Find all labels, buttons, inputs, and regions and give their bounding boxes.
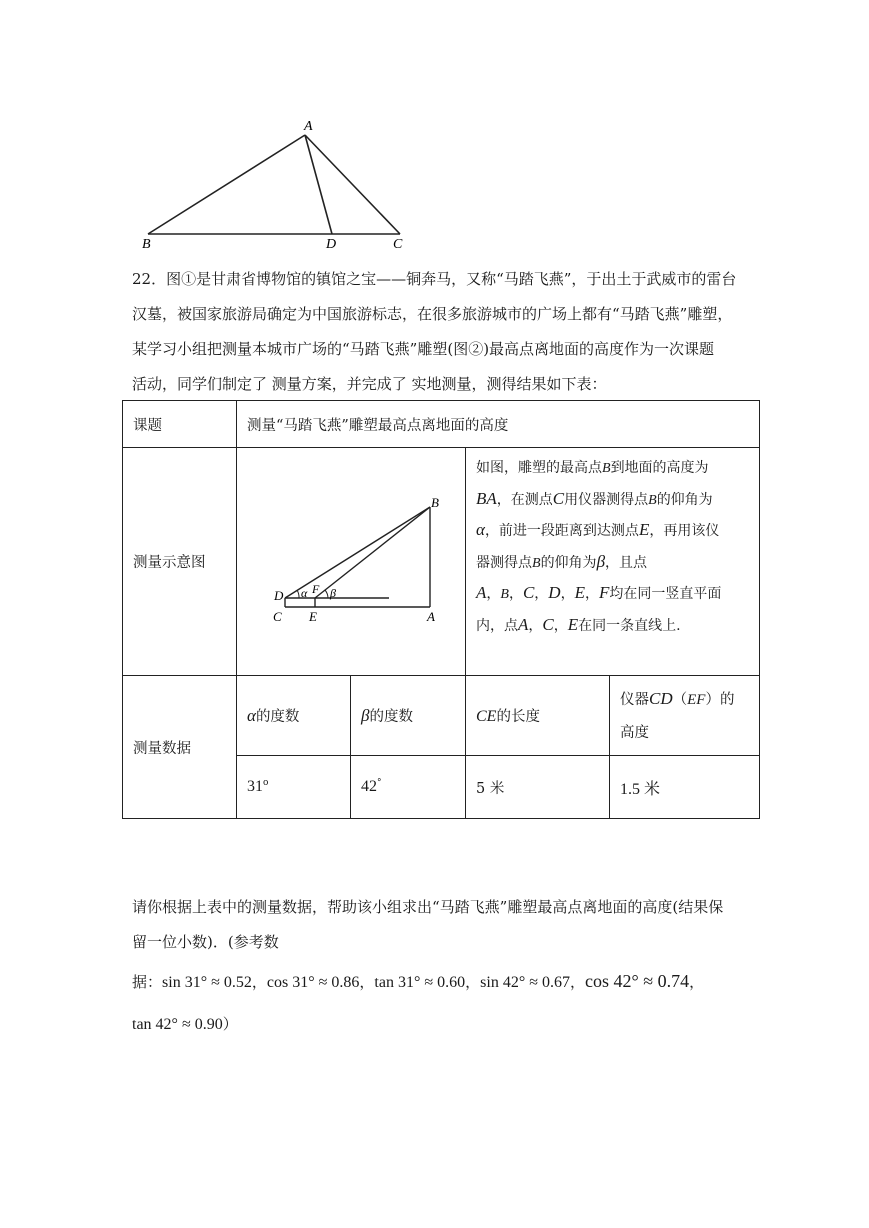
table-row-data-headers <box>123 676 760 756</box>
label-f: F <box>312 581 320 596</box>
sight-line-fb <box>315 507 430 598</box>
label-c: C <box>273 608 282 624</box>
angle-beta-arc <box>325 590 328 598</box>
table-row-topic <box>123 401 760 448</box>
desc-line-6: 内，点A，C，E在同一条直线上. <box>476 614 681 634</box>
desc-line-1: 如图，雕塑的最高点B到地面的高度为 <box>476 460 709 476</box>
ref-tan31: tan 31° ≈ 0.60 <box>374 974 466 991</box>
topic-value: 测量“马踏飞燕”雕塑最高点离地面的高度 <box>237 401 760 448</box>
label-d: D <box>274 587 284 603</box>
diagram-description <box>466 448 760 676</box>
header-ce: CE的长度 <box>466 676 610 756</box>
ref-sin42: sin 42° ≈ 0.67 <box>480 974 571 991</box>
value-ce: 5 米 <box>466 756 610 819</box>
reference-values-line-2: tan 42° ≈ 0.90） <box>132 1015 238 1033</box>
measurement-diagram <box>237 449 465 675</box>
label-b: B <box>431 494 439 510</box>
angle-alpha-arc <box>297 590 299 598</box>
header-beta: β的度数 <box>351 676 466 756</box>
desc-line-4: 器测得点B的仰角为β，且点 <box>476 551 648 571</box>
header-alpha: α的度数 <box>237 676 351 756</box>
label-d: D <box>326 237 337 252</box>
problem-line-3: 某学习小组把测量本城市广场的“马踏飞燕”雕塑(图②)最高点离地面的高度作为一次课题 <box>132 340 715 358</box>
table-row-diagram <box>123 448 760 676</box>
data-label: 测量数据 <box>123 676 237 819</box>
desc-line-3: α，前进一段距离到达测点E，再用该仪 <box>476 520 720 539</box>
problem-line-2: 汉墓，被国家旅游局确定为中国旅游标志，在很多旅游城市的广场上都有“马踏飞燕”雕塑， <box>132 305 733 323</box>
diagram-cell <box>237 448 466 676</box>
segment-ab <box>148 135 305 234</box>
ref-cos31: cos 31° ≈ 0.86 <box>266 974 360 991</box>
measurement-table <box>122 400 760 819</box>
label-a: A <box>427 608 435 624</box>
ref-tan42: tan 42° ≈ 0.90 <box>132 1016 223 1033</box>
request-line-2: 留一位小数)．(参考数 <box>132 933 279 951</box>
value-height: 1.5 米 <box>610 756 760 819</box>
diagram-label: 测量示意图 <box>123 448 237 676</box>
label-c: C <box>393 237 403 252</box>
label-b: B <box>142 237 151 252</box>
value-beta: 42° <box>351 756 466 819</box>
ref-sin31: sin 31° ≈ 0.52 <box>162 974 252 991</box>
problem-line-4: 活动，同学们制定了 测量方案，并完成了 实地测量，测得结果如下表： <box>132 375 607 393</box>
value-alpha: 31$^o$ <box>237 756 351 819</box>
desc-line-5: A，B，C，D，E，F均在同一竖直平面 <box>476 583 722 602</box>
desc-line-2: BA，在测点C用仪器测得点B的仰角为 <box>476 488 713 508</box>
label-alpha: α <box>301 585 308 600</box>
request-line-1: 请你根据上表中的测量数据，帮助该小组求出“马踏飞燕”雕塑最高点离地面的高度(结果保 <box>132 898 724 916</box>
reference-values-line: 据：sin 31° ≈ 0.52，cos 31° ≈ 0.86，tan 31° ≈ 0.60，sin 42° ≈ 0.67，cos 42° ≈ 0.74， <box>132 971 705 991</box>
label-beta: β <box>330 585 336 600</box>
label-e: E <box>309 608 317 624</box>
sight-line-db <box>285 507 430 598</box>
ref-cos42: cos 42° ≈ 0.74 <box>585 971 690 991</box>
problem-line-1: 22．图①是甘肃省博物馆的镇馆之宝——铜奔马，又称“马踏飞燕”，于出土于武威市的雷台 <box>132 270 737 288</box>
topic-label: 课题 <box>123 401 237 448</box>
header-instrument: 仪器CD（EF）的 高度 <box>610 676 760 756</box>
label-a: A <box>304 119 313 134</box>
triangle-figure <box>130 115 420 255</box>
